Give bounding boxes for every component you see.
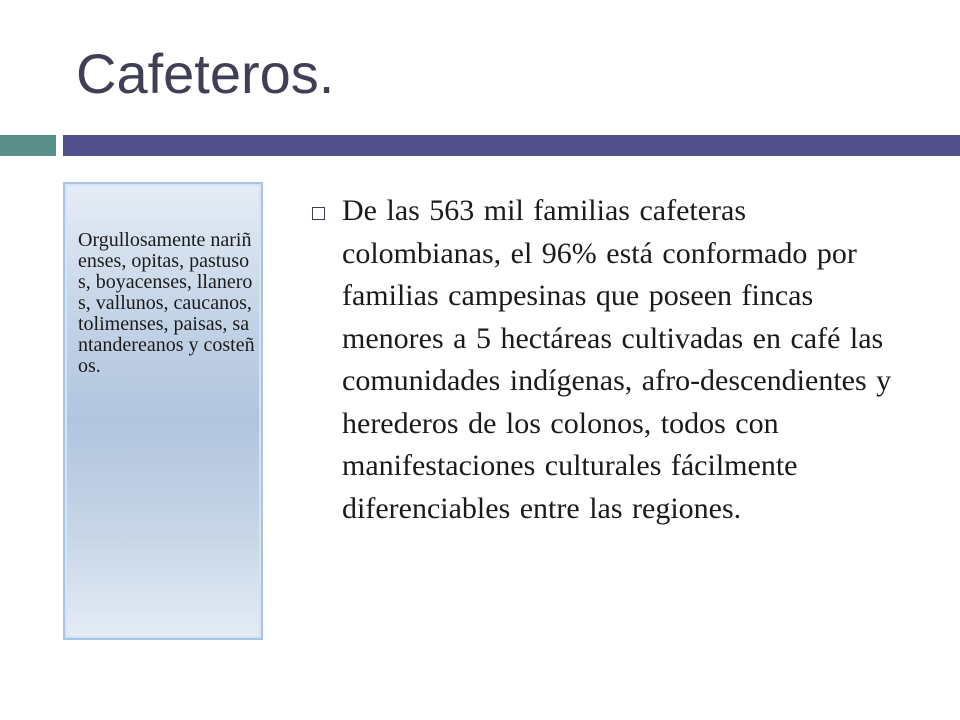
- title-accent-bar: [63, 135, 960, 156]
- bullet-text: De las 563 mil familias cafeteras colombianas, el 96% está conformado por familias campesinas que poseen fincas menores a 5 hectáreas cultivadas en café las comunidades indígenas, afro-descendientes y herederos de los colonos, todos con manifestaciones culturales fácilmente diferenciables entre las regiones.: [342, 194, 892, 525]
- side-text-box: [63, 182, 263, 640]
- square-bullet-icon: [312, 207, 325, 220]
- bullet-item: [300, 190, 910, 530]
- slide-title: Cafeteros.: [76, 42, 335, 105]
- side-box-text: Orgullosamente nariñenses, opitas, pastusos, boyacenses, llaneros, vallunos, caucanos, tolimenses, paisas, santandereanos y costeños.: [78, 229, 255, 377]
- title-accent-teal-block: [0, 135, 56, 156]
